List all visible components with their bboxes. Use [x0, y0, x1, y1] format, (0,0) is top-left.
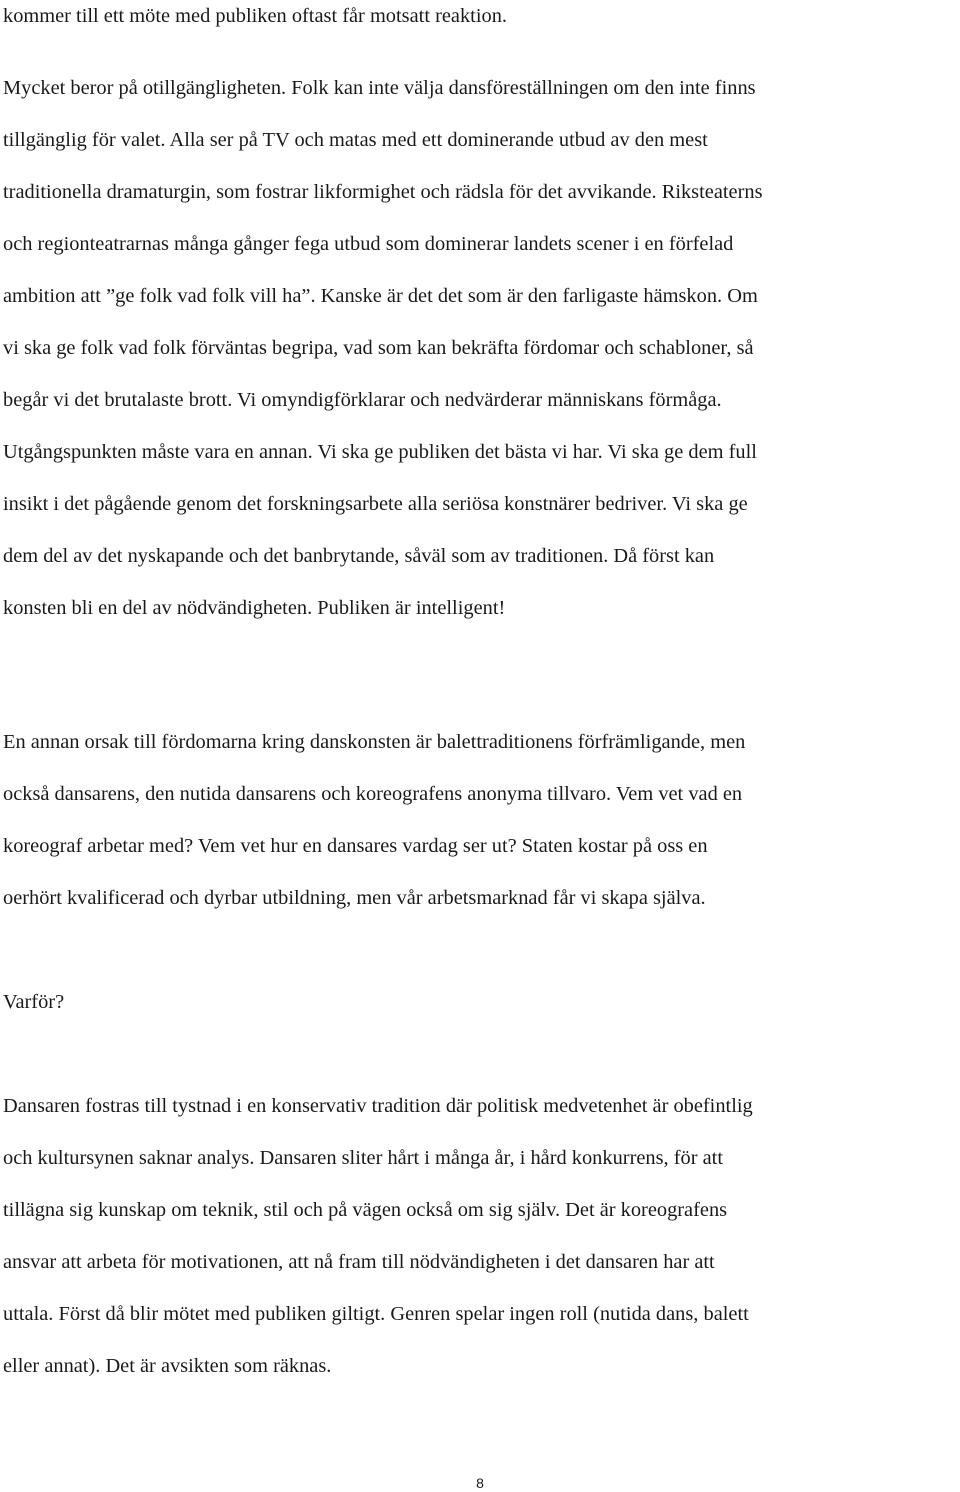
- text-line: begår vi det brutalaste brott. Vi omyndigförklarar och nedvärderar människans förmåga.: [3, 389, 722, 411]
- text-line: oerhört kvalificerad och dyrbar utbildning, men vår arbetsmarknad får vi skapa själva.: [3, 887, 706, 909]
- text-line: vi ska ge folk vad folk förväntas begripa, vad som kan bekräfta fördomar och schabloner, så: [3, 337, 754, 359]
- text-line: traditionella dramaturgin, som fostrar likformighet och rädsla för det avvikande. Riksteaterns: [3, 181, 763, 203]
- text-line: eller annat). Det är avsikten som räknas.: [3, 1355, 332, 1377]
- text-line: Mycket beror på otillgängligheten. Folk kan inte välja dansföreställningen om den inte finns: [3, 77, 756, 99]
- page-number: 8: [476, 1475, 484, 1491]
- text-line: Dansaren fostras till tystnad i en konservativ tradition där politisk medvetenhet är obefintlig: [3, 1095, 753, 1117]
- text-line: också dansarens, den nutida dansarens och koreografens anonyma tillvaro. Vem vet vad en: [3, 783, 743, 805]
- text-line: kommer till ett möte med publiken oftast får motsatt reaktion.: [3, 5, 507, 27]
- text-line: Varför?: [3, 991, 65, 1013]
- text-line: ansvar att arbeta för motivationen, att nå fram till nödvändigheten i det dansaren har att: [3, 1251, 715, 1273]
- text-line: insikt i det pågående genom det forskningsarbete alla seriösa konstnärer bedriver. Vi ska ge: [3, 493, 748, 515]
- text-line: dem del av det nyskapande och det banbrytande, såväl som av traditionen. Då först kan: [3, 545, 715, 567]
- paragraph-fordomar: [3, 716, 745, 924]
- text-line: och kultursynen saknar analys. Dansaren sliter hårt i många år, i hård konkurrens, för att: [3, 1147, 723, 1169]
- paragraph-varfor: [3, 976, 64, 1028]
- text-line: ambition att ”ge folk vad folk vill ha”. Kanske är det det som är den farligaste hämskon. Om: [3, 285, 758, 307]
- text-line: uttala. Först då blir mötet med publiken giltigt. Genren spelar ingen roll (nutida dans, balett: [3, 1303, 749, 1325]
- text-line: konsten bli en del av nödvändigheten. Publiken är intelligent!: [3, 597, 506, 619]
- paragraph-dansaren: [3, 1080, 753, 1392]
- text-line: Utgångspunkten måste vara en annan. Vi ska ge publiken det bästa vi har. Vi ska ge dem full: [3, 441, 757, 463]
- text-line: och regionteatrarnas många gånger fega utbud som dominerar landets scener i en förfelad: [3, 233, 734, 255]
- paragraph-continuation: [3, 0, 507, 42]
- text-line: tillägna sig kunskap om teknik, stil och på vägen också om sig själv. Det är koreografens: [3, 1199, 728, 1221]
- text-line: tillgänglig för valet. Alla ser på TV och matas med ett dominerande utbud av den mest: [3, 129, 708, 151]
- text-line: koreograf arbetar med? Vem vet hur en dansares vardag ser ut? Staten kostar på oss en: [3, 835, 708, 857]
- paragraph-otillganglighet: [3, 62, 763, 634]
- text-line: En annan orsak till fördomarna kring danskonsten är balettraditionens förfrämligande, men: [3, 731, 746, 753]
